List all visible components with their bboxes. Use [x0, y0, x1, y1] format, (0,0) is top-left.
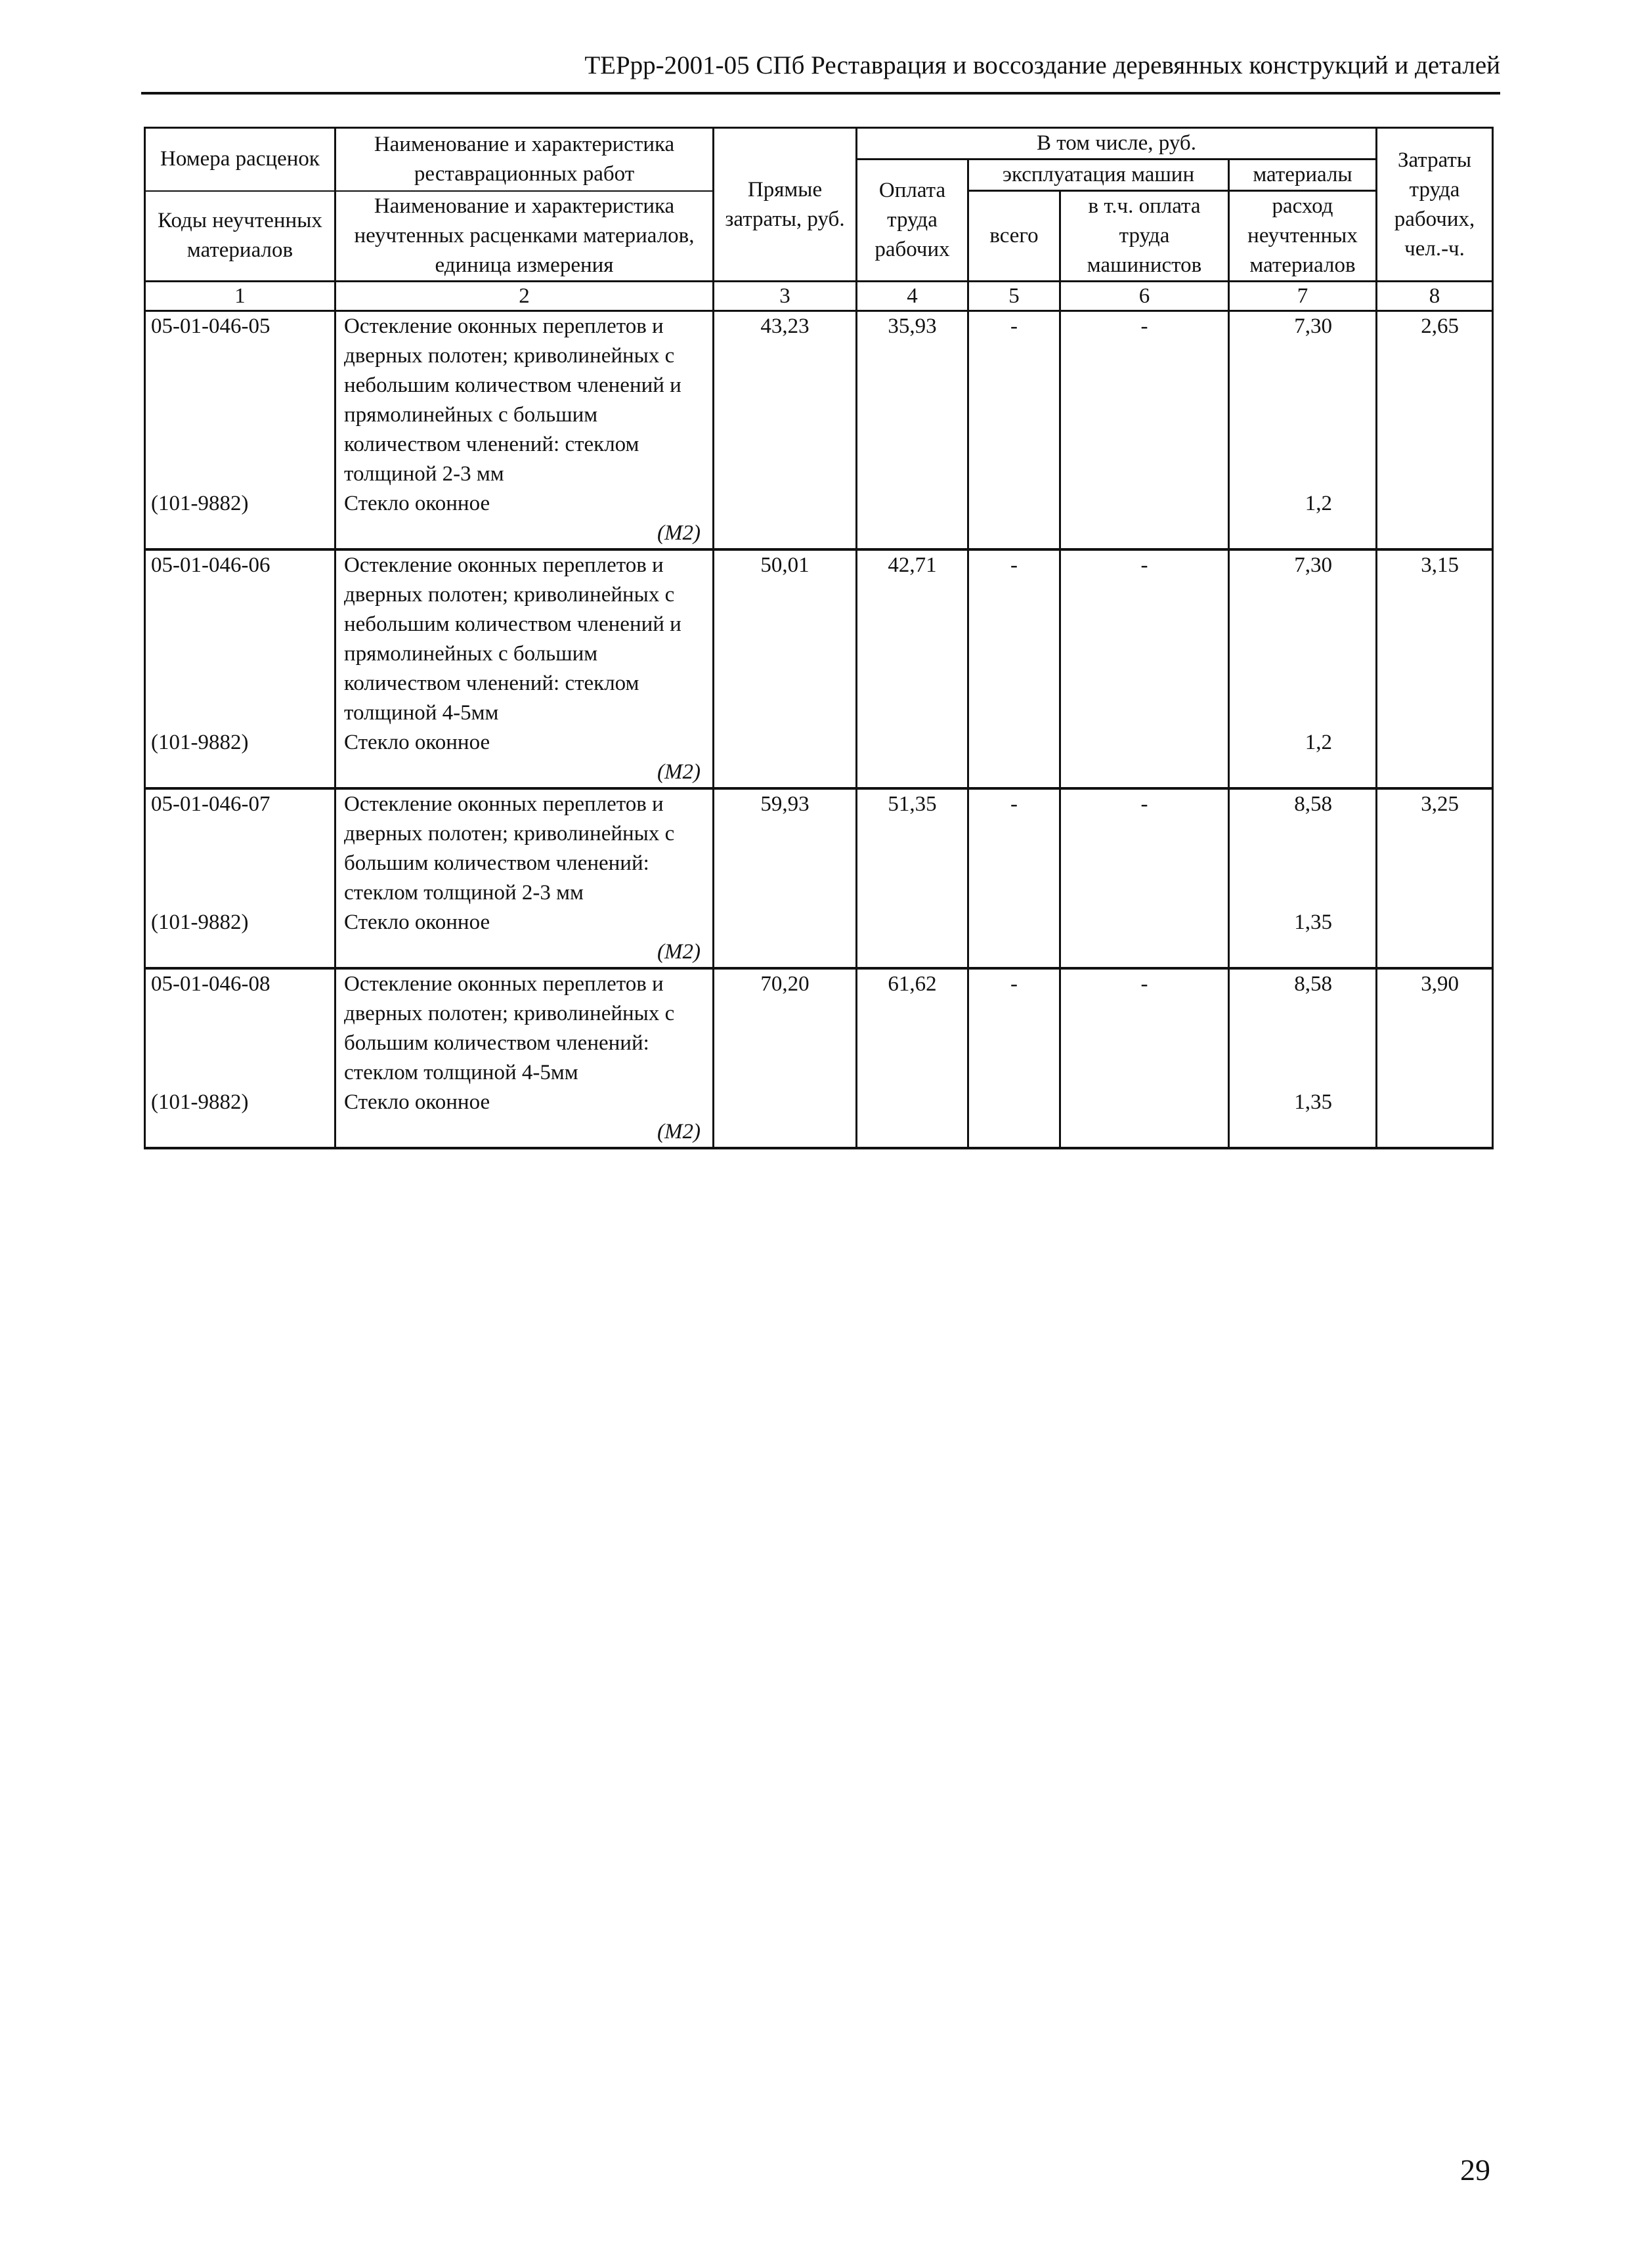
- rate-code: 05-01-046-07: [145, 788, 335, 908]
- column-numbers-row: [145, 282, 1493, 311]
- header-machinists-pay: в т.ч. оплата труда машинистов: [1060, 191, 1229, 282]
- labor-pay-value: 61,62: [857, 968, 968, 1088]
- material-unit: (М2): [335, 937, 714, 968]
- rate-description: Остекление оконных переплетов и дверных полотен; криволинейных с большим количеством членений: стеклом толщиной 2-3 мм: [335, 788, 714, 908]
- materials-value: 8,58: [1229, 788, 1377, 908]
- material-quantity: 1,35: [1229, 1088, 1377, 1117]
- material-name: Стекло оконное: [335, 908, 714, 937]
- column-number: 3: [714, 282, 857, 311]
- rate-code: 05-01-046-05: [145, 311, 335, 490]
- column-number: 7: [1229, 282, 1377, 311]
- materials-value: 7,30: [1229, 549, 1377, 728]
- column-number: 2: [335, 282, 714, 311]
- material-code: (101-9882): [145, 489, 335, 519]
- labor-hours-value: 3,25: [1377, 788, 1493, 908]
- machines-total-value: -: [968, 788, 1060, 908]
- table-row-rate: [145, 968, 1493, 1088]
- page-header-title: ТЕРрр-2001-05 СПб Реставрация и воссоздание деревянных конструкций и деталей: [584, 51, 1500, 79]
- table-row-unit: [145, 1117, 1493, 1148]
- material-code: (101-9882): [145, 908, 335, 937]
- header-labor-hours: Затраты труда рабочих, чел.-ч.: [1377, 128, 1493, 282]
- direct-costs-value: 43,23: [714, 311, 857, 490]
- header-materials: материалы: [1229, 160, 1377, 191]
- direct-costs-value: 50,01: [714, 549, 857, 728]
- page-number: 29: [1460, 2153, 1490, 2187]
- header-divider: [141, 92, 1500, 95]
- table-row-material: [145, 489, 1493, 519]
- material-unit: (М2): [335, 519, 714, 549]
- labor-pay-value: 35,93: [857, 311, 968, 490]
- material-unit: (М2): [335, 758, 714, 788]
- header-direct-costs: Прямые затраты, руб.: [714, 128, 857, 282]
- direct-costs-value: 59,93: [714, 788, 857, 908]
- machinists-pay-value: -: [1060, 311, 1229, 490]
- header-machine-operation: эксплуатация машин: [968, 160, 1229, 191]
- rate-code: 05-01-046-08: [145, 968, 335, 1088]
- machinists-pay-value: -: [1060, 549, 1229, 728]
- rate-description: Остекление оконных переплетов и дверных полотен; криволинейных с небольшим количеством членений и прямолинейных с большим количеством членений: стеклом толщиной 4-5мм: [335, 549, 714, 728]
- materials-value: 8,58: [1229, 968, 1377, 1088]
- table-row-material: [145, 1088, 1493, 1117]
- header-work-name: Наименование и характеристика реставрационных работ: [335, 128, 714, 191]
- header-rate-numbers: Номера расценок: [145, 128, 335, 191]
- column-number: 5: [968, 282, 1060, 311]
- material-code: (101-9882): [145, 1088, 335, 1117]
- header-material-names: Наименование и характеристика неучтенных расценками материалов, единица измерения: [335, 191, 714, 282]
- material-quantity: 1,2: [1229, 728, 1377, 758]
- rate-code: 05-01-046-06: [145, 549, 335, 728]
- header-machines-total: всего: [968, 191, 1060, 282]
- header-including-group: В том числе, руб.: [857, 128, 1377, 160]
- table-row-material: [145, 908, 1493, 937]
- column-number: 8: [1377, 282, 1493, 311]
- material-quantity: 1,2: [1229, 489, 1377, 519]
- labor-hours-value: 3,90: [1377, 968, 1493, 1088]
- material-name: Стекло оконное: [335, 489, 714, 519]
- labor-pay-value: 51,35: [857, 788, 968, 908]
- table-row-material: [145, 728, 1493, 758]
- table-row-unit: [145, 758, 1493, 788]
- machinists-pay-value: -: [1060, 968, 1229, 1088]
- header-material-codes: Коды неучтенных материалов: [145, 191, 335, 282]
- column-number: 6: [1060, 282, 1229, 311]
- labor-hours-value: 2,65: [1377, 311, 1493, 490]
- labor-pay-value: 42,71: [857, 549, 968, 728]
- machines-total-value: -: [968, 549, 1060, 728]
- machines-total-value: -: [968, 968, 1060, 1088]
- table-body: [145, 311, 1493, 1149]
- header-labor-pay: Оплата труда рабочих: [857, 160, 968, 282]
- rate-description: Остекление оконных переплетов и дверных полотен; криволинейных с небольшим количеством членений и прямолинейных с большим количеством членений: стеклом толщиной 2-3 мм: [335, 311, 714, 490]
- header-material-consumption: расход неучтенных материалов: [1229, 191, 1377, 282]
- rates-table: [144, 127, 1494, 1149]
- direct-costs-value: 70,20: [714, 968, 857, 1088]
- material-code: (101-9882): [145, 728, 335, 758]
- materials-value: 7,30: [1229, 311, 1377, 490]
- material-quantity: 1,35: [1229, 908, 1377, 937]
- material-unit: (М2): [335, 1117, 714, 1148]
- rate-description: Остекление оконных переплетов и дверных полотен; криволинейных с большим количеством членений: стеклом толщиной 4-5мм: [335, 968, 714, 1088]
- machines-total-value: -: [968, 311, 1060, 490]
- machinists-pay-value: -: [1060, 788, 1229, 908]
- table-row-rate: [145, 311, 1493, 490]
- column-number: 1: [145, 282, 335, 311]
- labor-hours-value: 3,15: [1377, 549, 1493, 728]
- table-row-rate: [145, 549, 1493, 728]
- material-name: Стекло оконное: [335, 1088, 714, 1117]
- column-number: 4: [857, 282, 968, 311]
- table-row-rate: [145, 788, 1493, 908]
- table-row-unit: [145, 519, 1493, 549]
- table-row-unit: [145, 937, 1493, 968]
- table-header: [145, 128, 1493, 311]
- material-name: Стекло оконное: [335, 728, 714, 758]
